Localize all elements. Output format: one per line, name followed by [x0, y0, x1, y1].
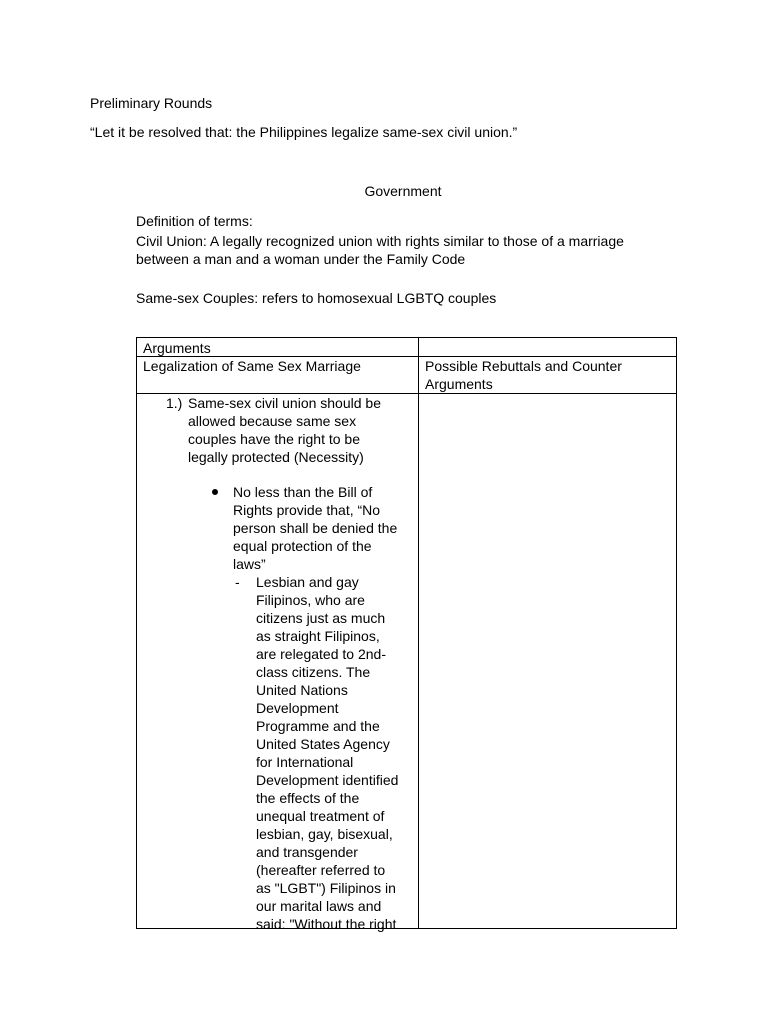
table-col2-header: Possible Rebuttals and Counter Arguments	[425, 358, 622, 392]
argument-text: Same-sex civil union should be allowed because same sex couples have the right to be legally protected (Necessity)	[188, 395, 381, 465]
document-title: Preliminary Rounds	[90, 95, 213, 111]
argument-number: 1.)	[166, 395, 183, 411]
civil-union-definition-line1: Civil Union: A legally recognized union with rights similar to those of a marriage	[136, 233, 624, 249]
table-column-divider	[418, 338, 419, 928]
same-sex-couples-definition: Same-sex Couples: refers to homosexual LGBTQ couples	[136, 290, 497, 306]
bullet-text: No less than the Bill of Rights provide that, “No person shall be denied the equal protection of the laws”	[233, 484, 398, 572]
dash-text: Lesbian and gay Filipinos, who are citizens just as much as straight Filipinos, are relegated to 2nd- class citizens. The United Nations Development Programme and the United States Agency for International Development identified the effects of the unequal treatment of lesbian, gay, bisexual, and transgender (hereafter referred to as "LGBT") Filipinos in our marital laws and said: "Without the right	[256, 574, 399, 932]
table-header-arguments: Arguments	[143, 340, 211, 356]
resolution-statement: “Let it be resolved that: the Philippines legalize same-sex civil union.”	[90, 124, 518, 140]
side-heading: Government	[364, 183, 442, 199]
dash-marker: -	[235, 574, 240, 590]
bullet-icon	[212, 489, 218, 495]
definitions-label: Definition of terms:	[136, 213, 253, 229]
arguments-table	[136, 337, 677, 932]
table-col1-header: Legalization of Same Sex Marriage	[143, 358, 361, 374]
civil-union-definition-line2: between a man and a woman under the Family Code	[136, 251, 466, 267]
